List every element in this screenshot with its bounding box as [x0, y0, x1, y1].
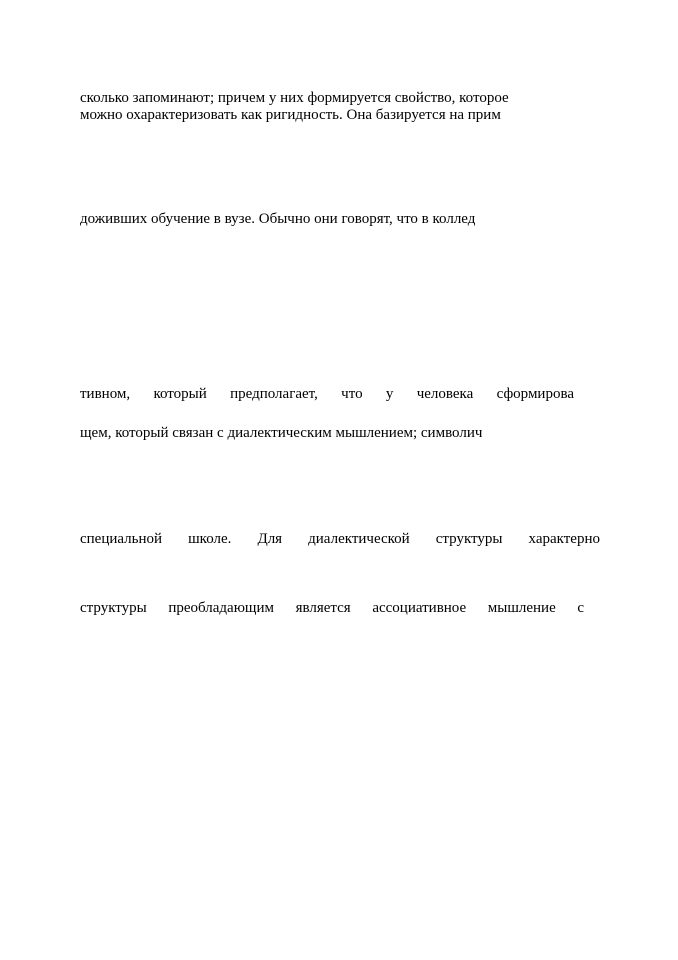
- text-line-3: доживших обучение в вузе. Обычно они говорят, что в коллед: [80, 211, 476, 227]
- text-line-1: сколько запоминают; причем у них формируется свойство, которое: [80, 90, 509, 106]
- text-line-6: специальной школе. Для диалектической структуры характерно: [80, 531, 600, 547]
- text-line-4: тивном, который предполагает, что у человека сформирова: [80, 386, 574, 402]
- text-line-2: можно охарактеризовать как ригидность. Она базируется на прим: [80, 107, 501, 123]
- text-line-7: структуры преобладающим является ассоциативное мышление с: [80, 600, 584, 616]
- text-line-5: щем, который связан с диалектическим мышлением; символич: [80, 425, 483, 441]
